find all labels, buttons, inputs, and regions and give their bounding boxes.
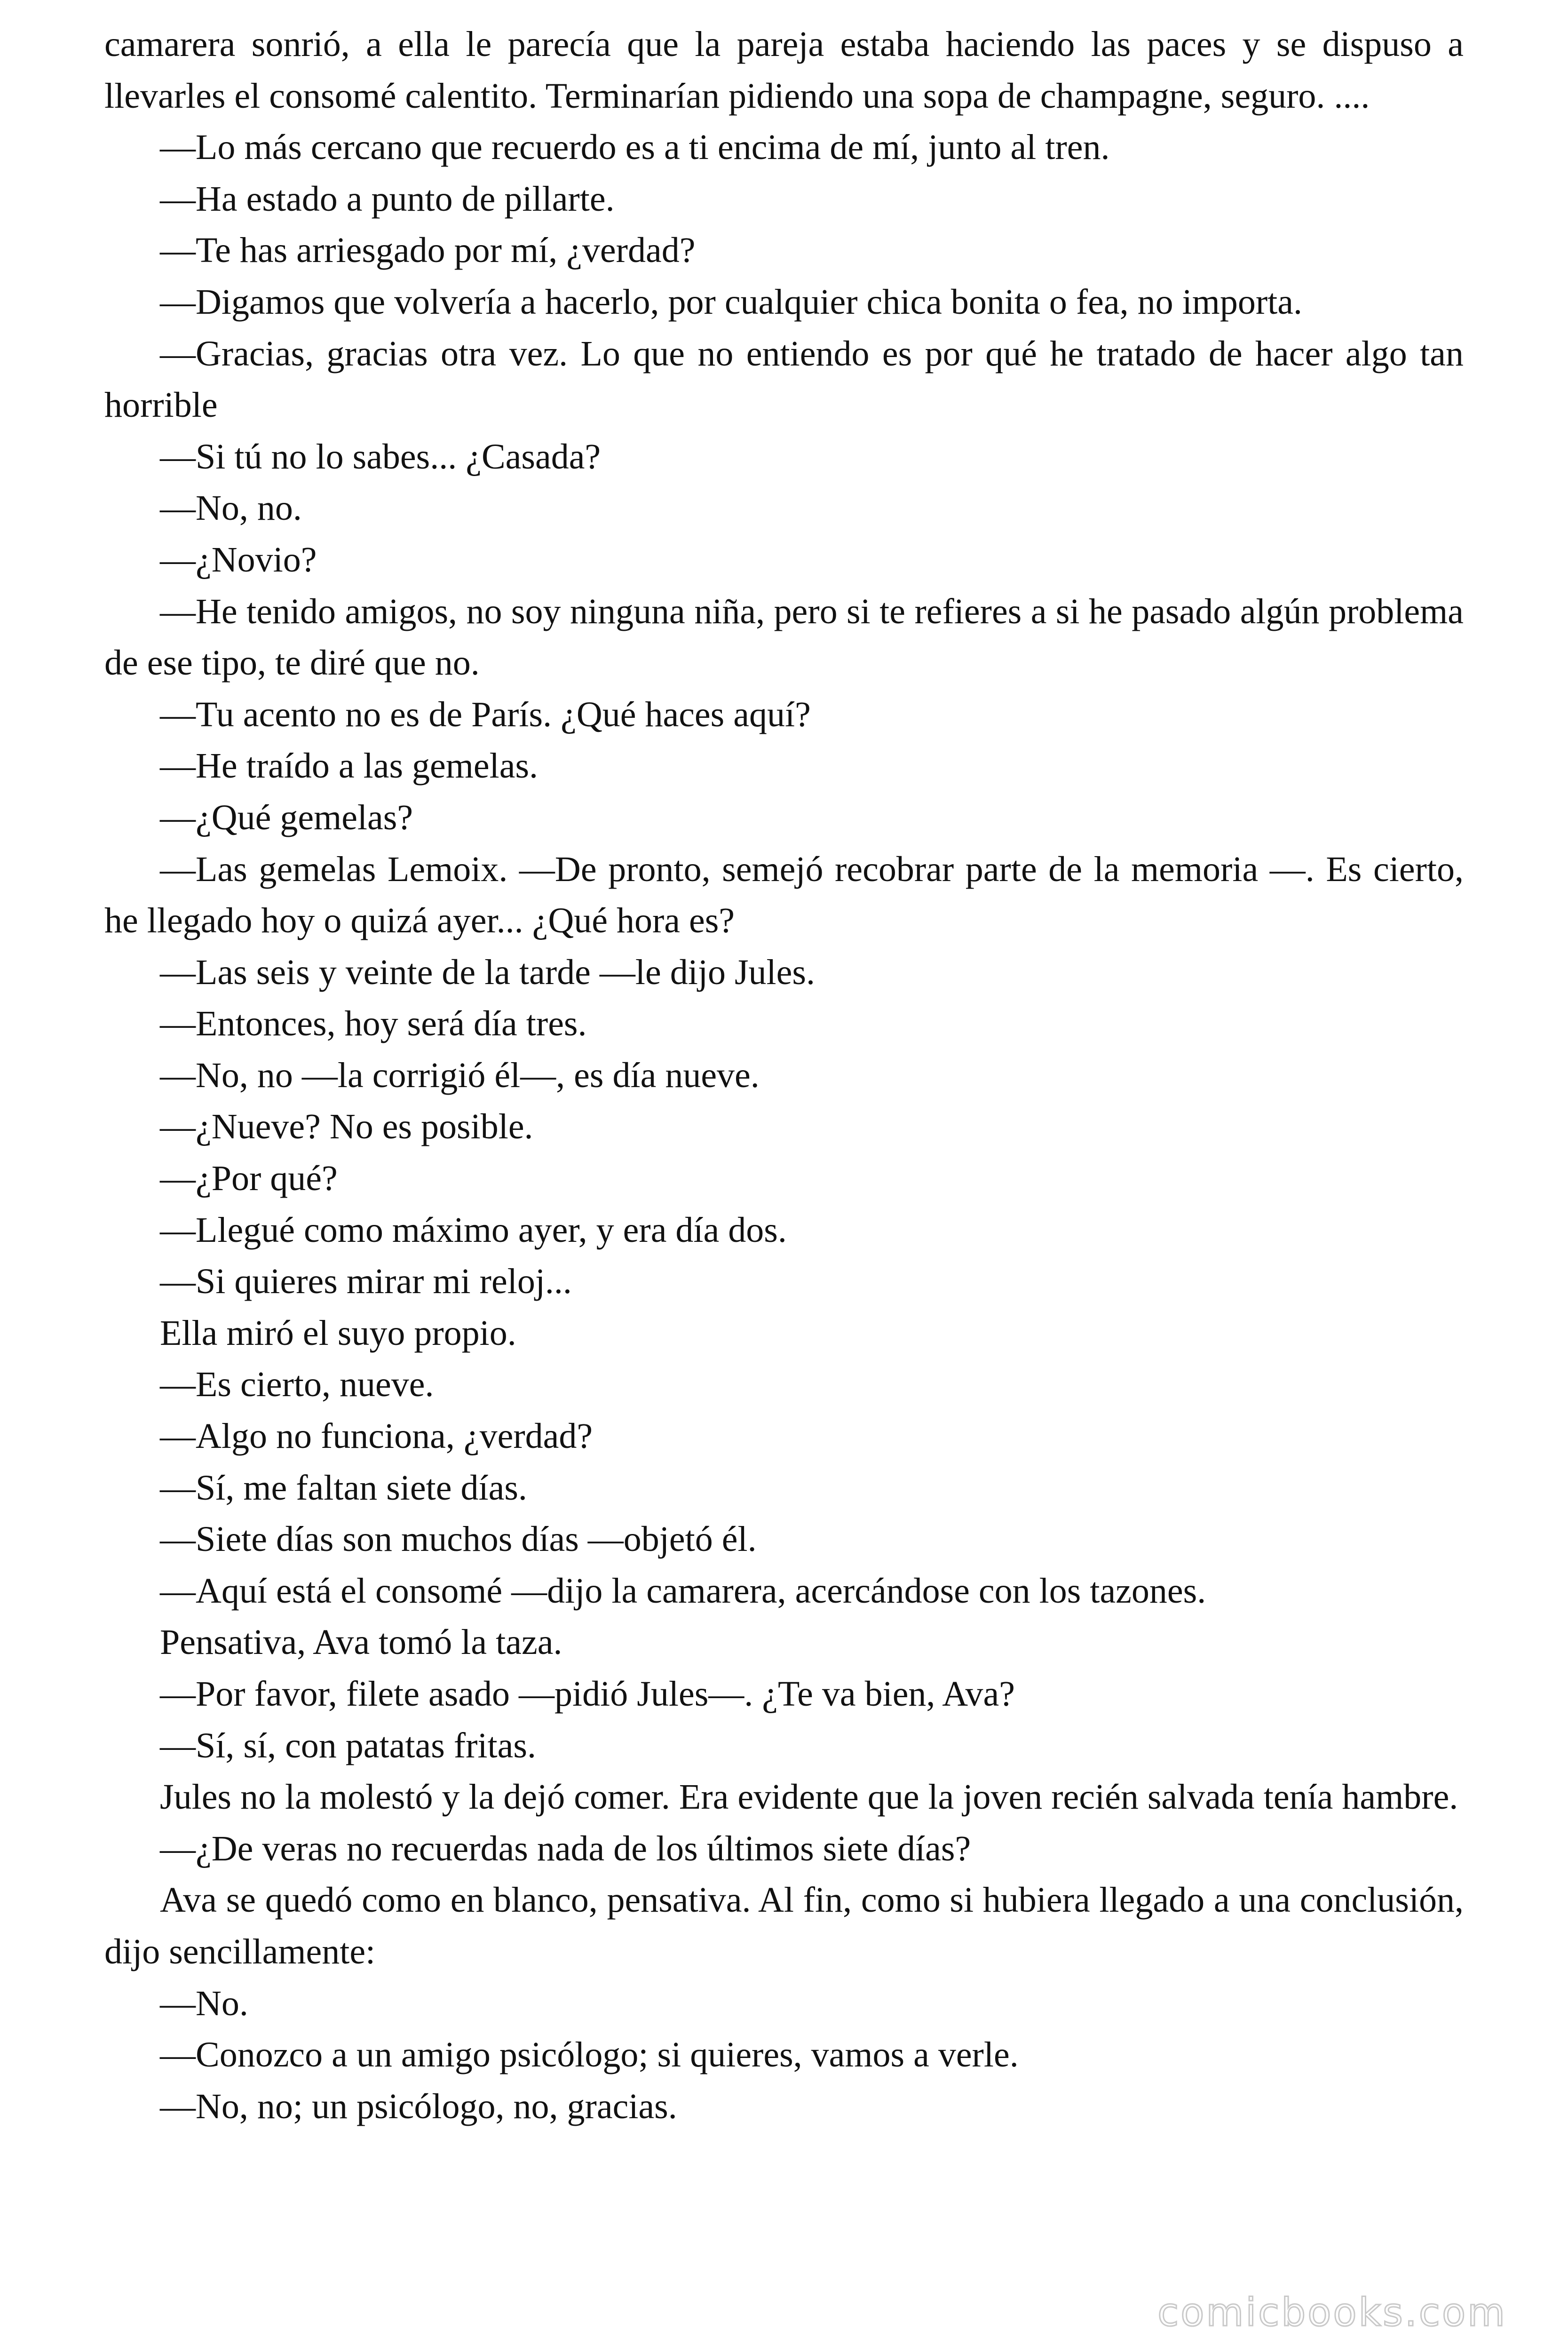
watermark: comicbooks.com <box>1157 2290 1507 2335</box>
paragraph: camarera sonrió, a ella le parecía que la pareja estaba haciendo las paces y se dispuso a llevarles el consomé calentito. Terminarían pidiendo una sopa de champagne, seguro. .... <box>104 24 1464 116</box>
paragraph: —Las seis y veinte de la tarde —le dijo Jules. <box>160 952 815 992</box>
paragraph: —Las gemelas Lemoix. —De pronto, semejó recobrar parte de la memoria —. Es cierto, he llegado hoy o quizá ayer... ¿Qué hora es? <box>104 849 1464 941</box>
paragraph: —Sí, me faltan siete días. <box>160 1468 527 1508</box>
paragraph: —He tenido amigos, no soy ninguna niña, pero si te refieres a si he pasado algún problema de ese tipo, te diré que no. <box>104 591 1464 683</box>
paragraph: —¿Por qué? <box>160 1159 338 1199</box>
paragraph: Ava se quedó como en blanco, pensativa. Al fin, como si hubiera llegado a una conclusión, dijo sencillamente: <box>104 1880 1464 1971</box>
paragraph: —¿Nueve? No es posible. <box>160 1107 533 1147</box>
paragraph: —Es cierto, nueve. <box>160 1365 434 1405</box>
paragraph: —He traído a las gemelas. <box>160 746 539 786</box>
paragraph: Pensativa, Ava tomó la taza. <box>160 1622 562 1662</box>
paragraph: —Conozco a un amigo psicólogo; si quieres, vamos a verle. <box>160 2035 1019 2075</box>
page-body <box>104 19 1464 2132</box>
paragraph: —Gracias, gracias otra vez. Lo que no entiendo es por qué he tratado de hacer algo tan horrible <box>104 334 1464 425</box>
paragraph: —¿Novio? <box>160 540 317 580</box>
paragraph: —No, no; un psicólogo, no, gracias. <box>160 2086 677 2126</box>
paragraph: —No. <box>160 1983 248 2023</box>
paragraph: —Tu acento no es de París. ¿Qué haces aquí? <box>160 694 811 734</box>
paragraph: —Por favor, filete asado —pidió Jules—. ¿Te va bien, Ava? <box>160 1674 1015 1714</box>
paragraph: Ella miró el suyo propio. <box>160 1313 516 1353</box>
paragraph: —Siete días son muchos días —objetó él. <box>160 1519 757 1559</box>
paragraph: —Aquí está el consomé —dijo la camarera, acercándose con los tazones. <box>160 1571 1206 1611</box>
paragraph: —Ha estado a punto de pillarte. <box>160 179 615 219</box>
paragraph: —Algo no funciona, ¿verdad? <box>160 1416 593 1456</box>
paragraph: —Digamos que volvería a hacerlo, por cualquier chica bonita o fea, no importa. <box>160 282 1302 322</box>
paragraph: Jules no la molestó y la dejó comer. Era evidente que la joven recién salvada tenía hambre. <box>160 1777 1458 1817</box>
paragraph: —No, no —la corrigió él—, es día nueve. <box>160 1055 760 1095</box>
paragraph: —Entonces, hoy será día tres. <box>160 1004 587 1044</box>
paragraph: —¿Qué gemelas? <box>160 797 413 837</box>
paragraph: —No, no. <box>160 488 302 528</box>
paragraph: —Llegué como máximo ayer, y era día dos. <box>160 1210 787 1250</box>
paragraph: —Lo más cercano que recuerdo es a ti encima de mí, junto al tren. <box>160 127 1110 167</box>
paragraph: —Si tú no lo sabes... ¿Casada? <box>160 437 601 477</box>
paragraph: —Te has arriesgado por mí, ¿verdad? <box>160 230 696 270</box>
paragraph: —Si quieres mirar mi reloj... <box>160 1262 572 1302</box>
paragraph: —Sí, sí, con patatas fritas. <box>160 1725 536 1765</box>
paragraph: —¿De veras no recuerdas nada de los últimos siete días? <box>160 1828 971 1868</box>
